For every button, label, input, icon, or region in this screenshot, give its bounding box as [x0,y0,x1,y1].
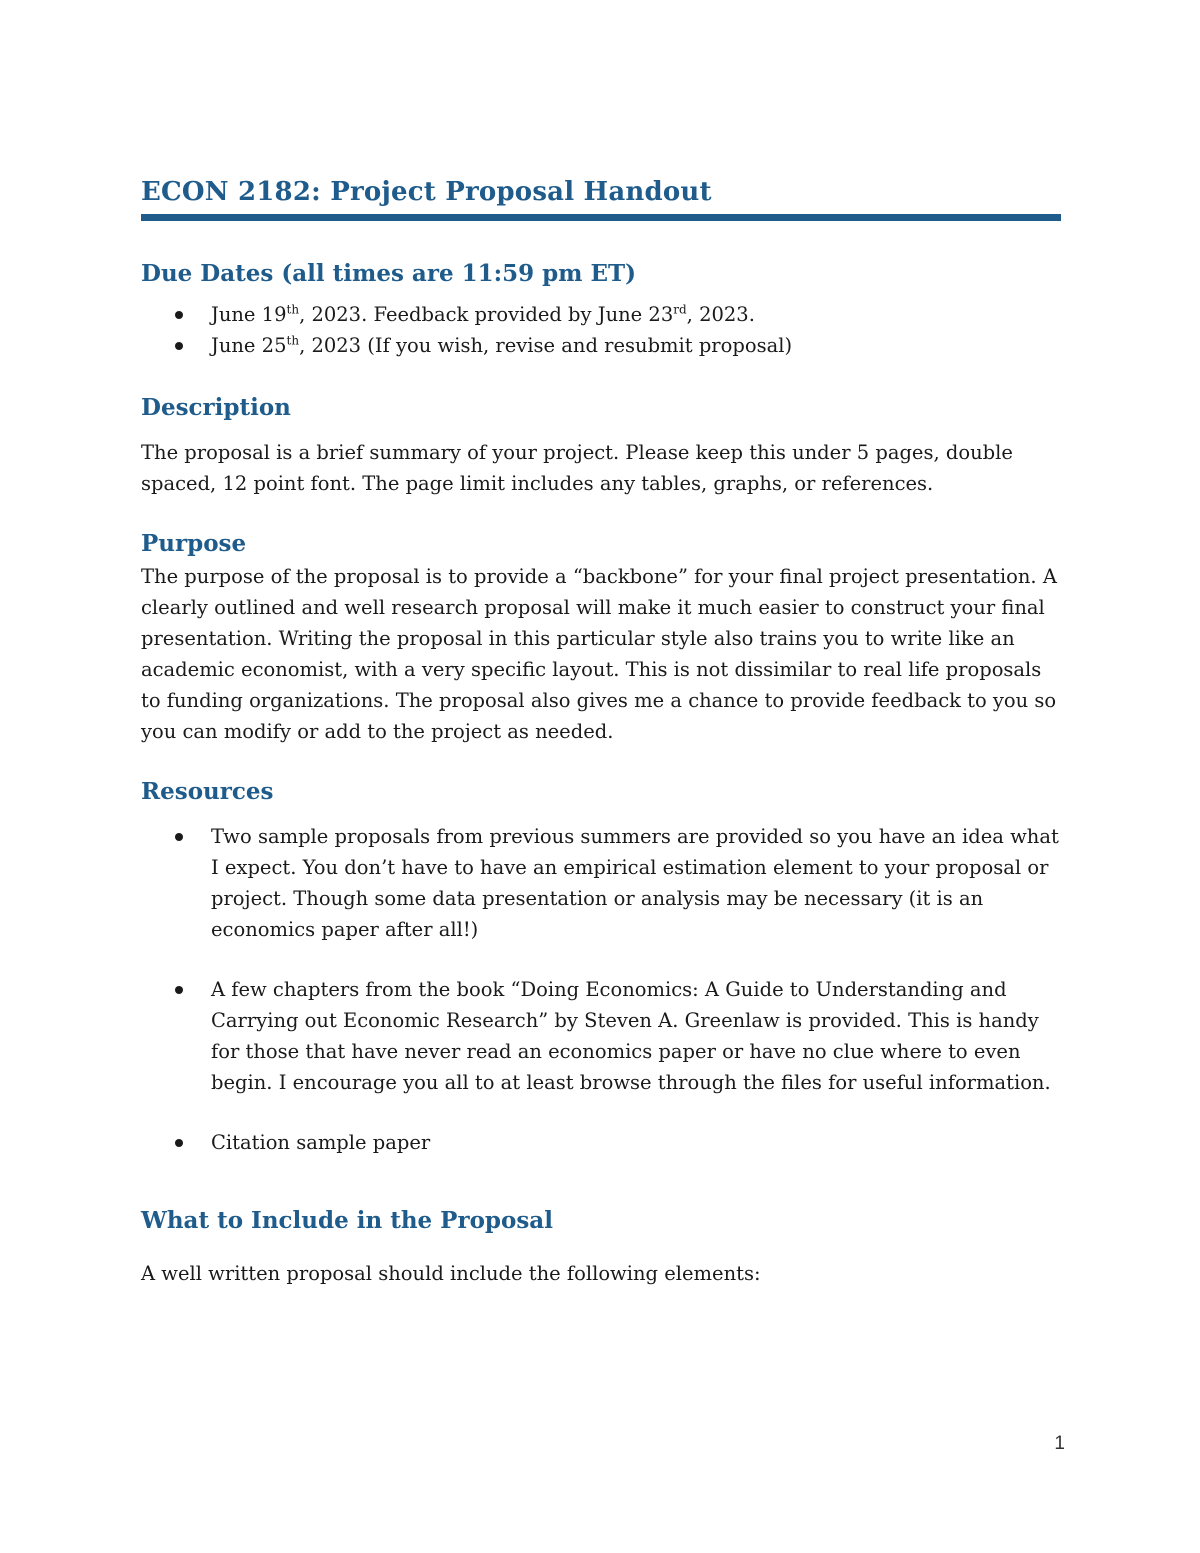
purpose-paragraph: The purpose of the proposal is to provide a “backbone” for your final project presentation. A clearly outlined and well research proposal will make it much easier to construct your final presentation. Writing the proposal in this particular style also trains you to write like an academic economist, with a very specific layout. This is not dissimilar to real life proposals to funding organizations. The proposal also gives me a chance to provide feedback to you so you can modify or add to the project as needed. [141,565,1057,743]
resource-item: Citation sample paper [141,1127,1061,1158]
bullet-icon [175,342,183,350]
document-body [141,170,1061,1289]
description-heading: Description [141,394,291,421]
bullet-icon [175,311,183,319]
include-heading: What to Include in the Proposal [141,1207,553,1234]
due-dates-list [141,299,1061,361]
bullet-icon [175,833,183,841]
resources-heading: Resources [141,778,274,805]
due-date-item: June 19th, 2023. Feedback provided by June 23rd, 2023. [141,299,1061,330]
title-divider [141,214,1061,221]
description-paragraph: The proposal is a brief summary of your project. Please keep this under 5 pages, double spaced, 12 point font. The page limit includes any tables, graphs, or references. [141,441,1013,495]
due-dates-heading: Due Dates (all times are 11:59 pm ET) [141,260,637,287]
resource-item: Two sample proposals from previous summers are provided so you have an idea what I expect. You don’t have to have an empirical estimation element to your proposal or project. Though some data presentation or analysis may be necessary (it is an economics paper after all!) [141,821,1061,945]
resource-item: A few chapters from the book “Doing Economics: A Guide to Understanding and Carrying out Economic Research” by Steven A. Greenlaw is provided. This is handy for those that have never read an economics paper or have no clue where to even begin. I encourage you all to at least browse through the files for useful information. [141,974,1061,1098]
due-date-item: June 25th, 2023 (If you wish, revise and resubmit proposal) [141,330,1061,361]
include-paragraph: A well written proposal should include the following elements: [141,1262,761,1285]
document-title: ECON 2182: Project Proposal Handout [141,177,712,207]
page-number: 1 [1054,1433,1065,1454]
purpose-heading: Purpose [141,530,247,557]
bullet-icon [175,1139,183,1147]
resources-list [141,821,1061,1158]
bullet-icon [175,986,183,994]
